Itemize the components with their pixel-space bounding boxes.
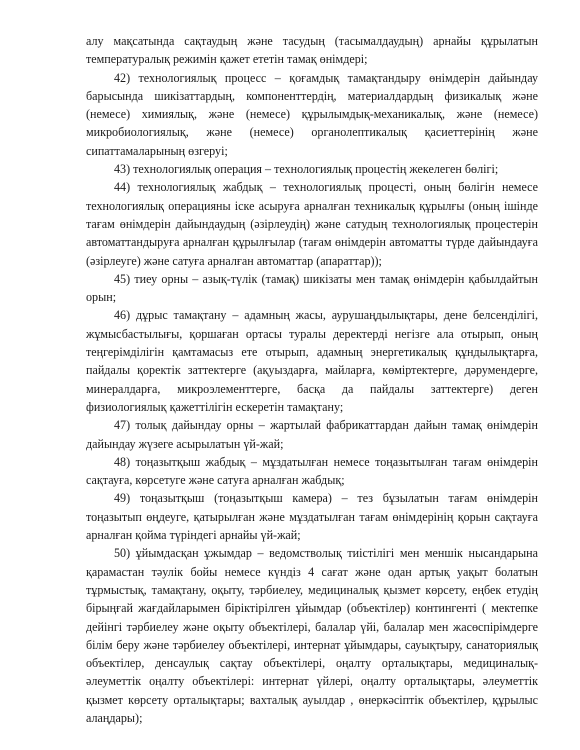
- definition-48: 48) тоңазытқыш жабдық – мұздатылған немесе тоңазытылған тағам өнімдерін сақтауға, көрсетуге және сатуға арналған жабдық;: [86, 454, 538, 488]
- definition-45: 45) тиеу орны – азық-түлік (тамақ) шикізаты мен тамақ өнімдерін қабылдайтын орын;: [86, 271, 538, 305]
- document-body: [86, 32, 538, 727]
- definition-49: 49) тоңазытқыш (тоңазытқыш камера) – тез бұзылатын тағам өнімдерін тоңазытып өңдеуге, қатырылған және мұздатылған тағам өнімдерінің қорын сақтауға арналған қойма түріндегі арнайы үй-жай;: [86, 491, 538, 543]
- definition-43: 43) технологиялық операция – технологиялық процестің жекелеген бөлігі;: [114, 162, 499, 177]
- definition-50: 50) ұйымдасқан ұжымдар – ведомстволық тиістілігі мен меншік нысандарына қарамастан тәулік бойы немесе күндіз 4 сағат және одан артық уақыт болатын тұрмыстық, тамақтану, оқыту, тәрбиелеу, медициналық қызмет көрсету, еңбек етудің бірыңғай жағдайларымен біріктірілген ұйымдар (объектілер) контингенті ( мектепке дейінгі тәрбиелеу және оқыту объектілері, балалар үйі, балалар мен жасөспірімдерге білім беру және тәрбиелеу объектілері, интернат ұйымдары, сауықтыру, санаториялық объектілер, денсаулық сақтау объектілері, оңалту орталықтары, медициналық-әлеуметтік оңалту объектілері: интернат үйлері, оңалту орталықтары, әлеуметтік қызмет көрсету орталықтары; вахталық ауылдар , өнеркәсіптік объектілер, құрылыс алаңдары);: [86, 546, 538, 725]
- definition-47: 47) толық дайындау орны – жартылай фабрикаттардан дайын тамақ өнімдерін дайындау жүзеге асырылатын үй-жай;: [86, 418, 538, 451]
- definition-44: 44) технологиялық жабдық – технологиялық процесті, оның бөлігін немесе технологиялық операцияны іске асыруға арналған техникалық құрылғы (оның ішінде тағам өнімдерін дайындаудың (әзірлеудің) және сатудың технологиялық процестерін автоматтандыруға арналған құрылғылар (тағам өнімдерін автоматты түрде дайындауға (әзірлеуге) және сатуға арналған автоматтар (апараттар));: [86, 180, 538, 268]
- definition-42: 42) технологиялық процесс – қоғамдық тамақтандыру өнімдерін дайындау барысында шикізаттардың, компоненттердің, материалдардың физикалық және (немесе) химиялық, және (немесе) құрылымдық-механикалық, және (немесе) микробиологиялық, және (немесе) органолептикалық қасиеттерінің және сипаттамаларының өзгеруі;: [86, 70, 538, 158]
- definition-46: 46) дұрыс тамақтану – адамның жасы, аурушаңдылықтары, дене белсенділігі, жұмысбастылығы, қоршаған ортасы туралы деректерді негізге ала отырып, оның теңгерімділігін қамтамасыз ете отырып, адамның энергетикалық құндылықтарға, пайдалы қоректік заттектерге (ақуыздарға, майларға, көміртектерге, дәрумендерге, минералдарға, микроэлементтерге, басқа да пайдалы заттектерге) деген физиологиялық қажеттілігін ескеретін тамақтану;: [86, 308, 538, 414]
- paragraph-continuation: алу мақсатында сақтаудың және тасудың (тасымалдаудың) арнайы құрылатын температуралық режимін қажет ететін тамақ өнімдері;: [86, 34, 538, 67]
